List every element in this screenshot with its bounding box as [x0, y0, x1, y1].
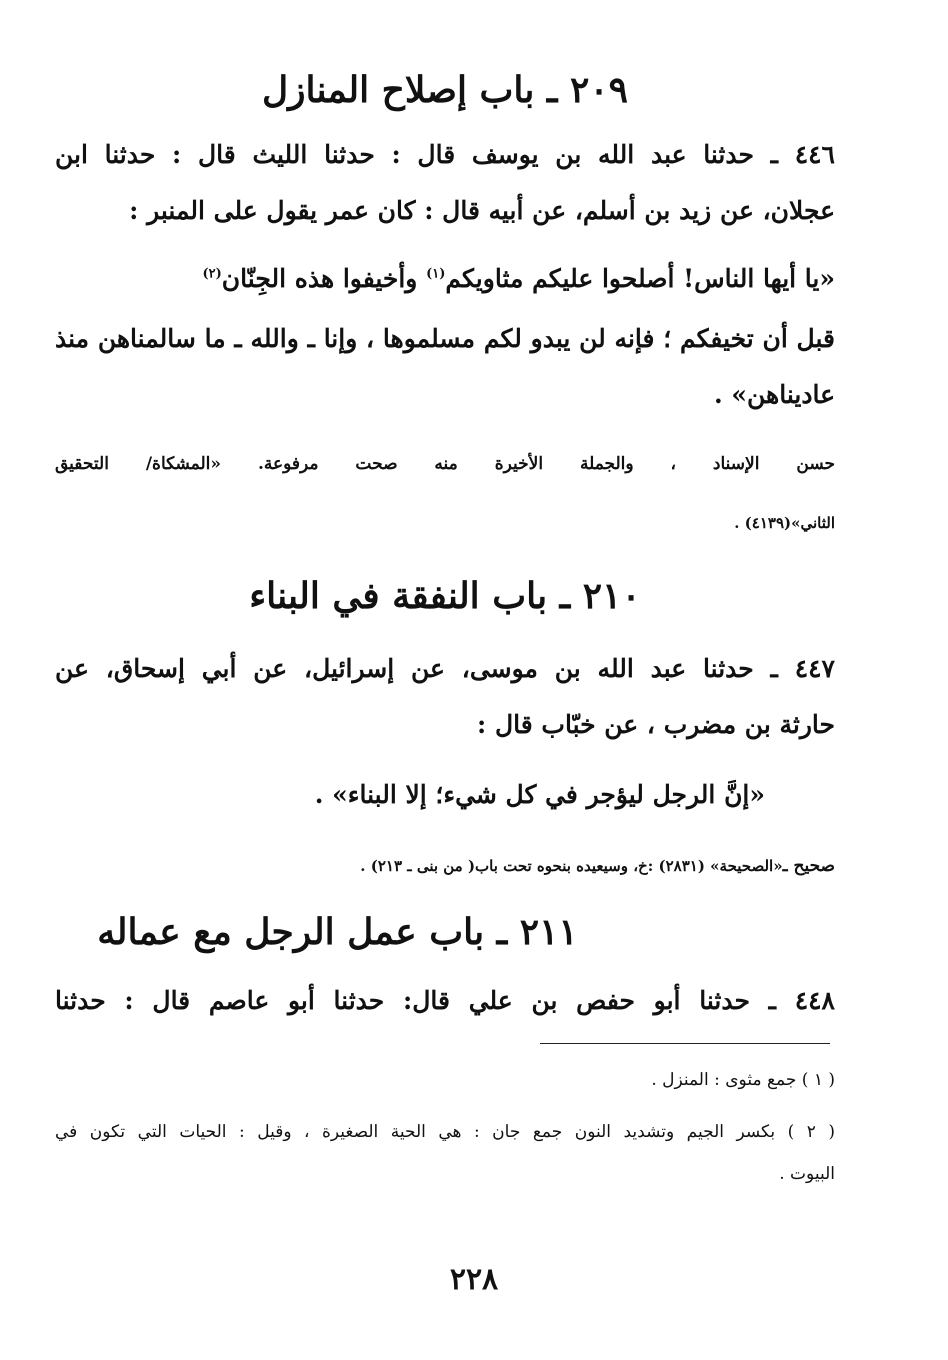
- hadith-446-line-2: عجلان، عن زيد بن أسلم، عن أبيه قال : كان عمر يقول على المنبر :: [129, 196, 835, 225]
- chapter-heading-210: ٢١٠ ـ باب النفقة في البناء: [249, 575, 641, 617]
- footnote-2-line-2: البيوت .: [779, 1164, 835, 1184]
- hadith-446-quote-line-3: عاديناهن» .: [713, 380, 835, 409]
- footnote-1: ( ١ ) جمع مثوى : المنزل .: [651, 1070, 835, 1090]
- grading-446-line-1: حسن الإسناد ، والجملة الأخيرة منه صحت مرفوعة. «المشكاة/ التحقيق: [55, 454, 835, 474]
- chapter-heading-211: ٢١١ ـ باب عمل الرجل مع عماله: [97, 911, 578, 953]
- chapter-heading-209: ٢٠٩ ـ باب إصلاح المنازل: [261, 69, 629, 111]
- page-number: ٢٢٨: [449, 1262, 499, 1297]
- quote-text-part-1: «يا أيها الناس! أصلحوا عليكم مثاويكم: [445, 264, 835, 293]
- grading-447: [55, 858, 835, 875]
- hadith-447-line-1: ٤٤٧ ـ حدثنا عبد الله بن موسى، عن إسرائيل، عن أبي إسحاق، عن: [55, 654, 835, 683]
- hadith-446-line-1: ٤٤٦ ـ حدثنا عبد الله بن يوسف قال : حدثنا الليث قال : حدثنا ابن: [55, 140, 835, 169]
- footnote-2-line-1: ( ٢ ) بكسر الجيم وتشديد النون جمع جان : هي الحية الصغيرة ، وقيل : الحيات التي تكون في: [55, 1122, 835, 1142]
- quote-text-part-2: وأخيفوا هذه الجِنّان: [221, 264, 427, 293]
- hadith-446-quote-line-1: [55, 266, 835, 291]
- hadith-447-line-2: حارثة بن مضرب ، عن خبّاب قال :: [477, 710, 835, 739]
- hadith-448-line-1: ٤٤٨ ـ حدثنا أبو حفص بن علي قال: حدثنا أبو عاصم قال : حدثنا: [55, 986, 835, 1015]
- hadith-447-quote: «إنَّ الرجل ليؤجر في كل شيء؛ إلا البناء» .: [314, 780, 765, 809]
- grading-word: صحيح ـ: [782, 856, 835, 876]
- footnote-ref-2: (٢): [202, 266, 222, 282]
- footnote-divider: [540, 1043, 830, 1044]
- grading-reference: «الصحيحة» (٢٨٣١) :خ، وسيعيده بنحوه تحت باب( من بنى ـ ٢١٣) .: [360, 857, 783, 875]
- grading-446-line-2: الثاني»(٤١٣٩) .: [734, 514, 835, 532]
- hadith-446-quote-line-2: قبل أن تخيفكم ؛ فإنه لن يبدو لكم مسلموها ، وإنا ـ والله ـ ما سالمناهن منذ: [55, 324, 835, 353]
- footnote-ref-1: (١): [426, 266, 446, 282]
